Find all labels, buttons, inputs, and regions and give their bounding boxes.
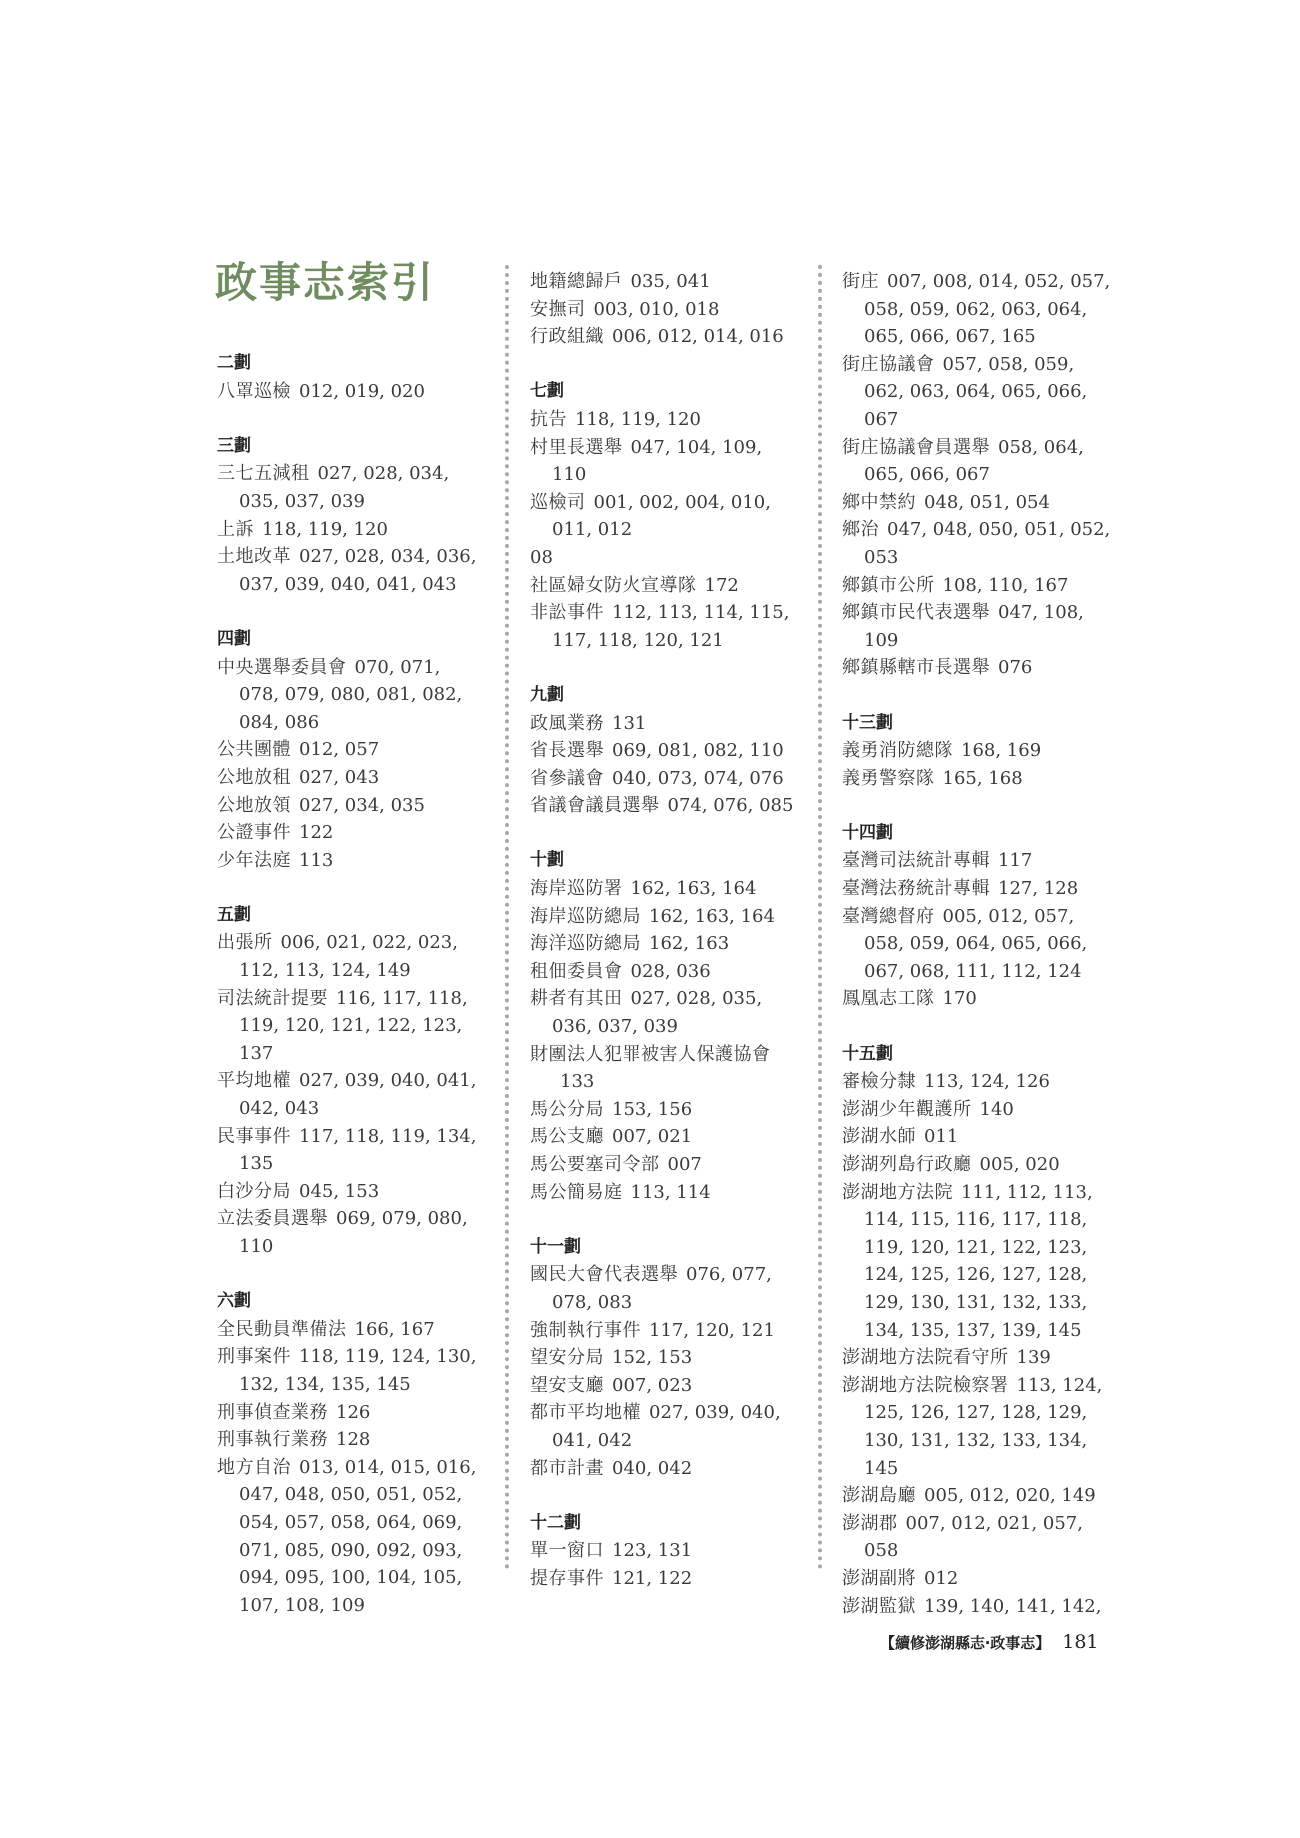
entry-pages: 074, 076, 085 (667, 795, 794, 817)
entry-term: 澎湖少年觀護所 (842, 1098, 972, 1120)
entry-term: 澎湖地方法院檢察署 (842, 1374, 1009, 1396)
entry-pages: 048, 051, 054 (924, 491, 1050, 513)
index-entry (842, 737, 1112, 765)
entry-pages: 126 (336, 1401, 371, 1423)
entry-term: 澎湖副將 (842, 1567, 916, 1589)
entry-term: 公地放租 (217, 766, 291, 788)
entry-pages: 005, 012, 020, 149 (924, 1485, 1096, 1507)
stroke-count-heading: 十四劃 (842, 822, 893, 843)
index-entry (842, 1096, 1112, 1124)
index-entry (530, 268, 800, 296)
index-entry (530, 1179, 800, 1207)
index-column-2 (530, 268, 800, 1620)
entry-pages: 027, 039, 040, 041, 042 (552, 1402, 781, 1451)
entry-pages: 027, 028, 035, 036, 037, 039 (552, 988, 763, 1038)
index-section (217, 350, 482, 405)
entry-pages: 170 (942, 988, 977, 1010)
index-entry (842, 516, 1112, 571)
stroke-count-heading: 十劃 (530, 850, 564, 871)
column-divider (505, 265, 509, 1570)
index-entry (530, 1537, 800, 1565)
entry-term: 澎湖郡 (842, 1512, 898, 1534)
index-entry (217, 847, 482, 875)
entry-term: 公地放領 (217, 794, 291, 816)
entry-pages: 162, 163 (649, 933, 730, 955)
entry-pages: 057, 058, 059, 062, 063, 064, 065, 066, 067 (864, 353, 1088, 430)
entry-term: 鄉鎮縣轄市長選舉 (842, 657, 990, 679)
stroke-count-heading: 十三劃 (842, 712, 893, 733)
entry-term: 望安分局 (530, 1347, 604, 1369)
entry-term: 國民大會代表選舉 (530, 1264, 678, 1286)
entry-pages: 133 (560, 1071, 595, 1093)
index-section (530, 682, 800, 820)
book-title: 【續修澎湖縣志‧政事志】 (880, 1634, 1051, 1652)
entry-term: 馬公支廳 (530, 1126, 604, 1148)
entry-term: 耕者有其田 (530, 988, 623, 1010)
index-section (530, 847, 800, 1206)
index-entry (842, 1593, 1112, 1621)
entry-term: 刑事偵查業務 (217, 1401, 328, 1423)
entry-term: 臺灣總督府 (842, 905, 935, 927)
entry-pages: 001, 002, 004, 010, 011, 012 (552, 491, 771, 541)
entry-pages: 005, 020 (979, 1154, 1060, 1175)
entry-term: 政風業務 (530, 712, 604, 734)
stroke-count-heading: 五劃 (217, 904, 251, 925)
index-entry (842, 434, 1112, 489)
entry-term: 少年法庭 (217, 849, 291, 871)
entry-term: 馬公要塞司令部 (530, 1154, 660, 1175)
index-entry (530, 792, 800, 820)
entry-pages: 127, 128 (998, 878, 1079, 900)
entry-pages: 116, 117, 118, 119, 120, 121, 122, 123, 137 (239, 987, 468, 1064)
entry-term: 村里長選舉 (530, 436, 623, 458)
entry-term: 社區婦女防火宣導隊 (530, 574, 697, 596)
stroke-count-heading: 七劃 (530, 381, 564, 402)
page-footer (880, 1631, 1099, 1653)
index-section (842, 820, 1112, 1013)
index-entry (217, 792, 482, 820)
entry-pages: 040, 073, 074, 076 (612, 767, 784, 789)
index-entry (217, 1205, 482, 1260)
entry-pages: 005, 012, 057, 058, 059, 064, 065, 066, 067, 068, 111, 112, 124 (864, 905, 1088, 982)
entry-pages: 069, 081, 082, 110 (612, 740, 784, 762)
entry-pages: 139 (1016, 1347, 1051, 1369)
entry-pages: 113, 114 (630, 1181, 711, 1203)
entry-term: 八罩巡檢 (217, 380, 291, 402)
entry-pages: 069, 079, 080, 110 (239, 1208, 468, 1257)
entry-term: 刑事案件 (217, 1346, 291, 1368)
index-section (217, 626, 482, 874)
entry-pages: 152, 153 (612, 1347, 693, 1369)
index-entry (530, 434, 800, 489)
index-entry (842, 875, 1112, 903)
index-entry (217, 460, 482, 515)
entry-term: 望安支廳 (530, 1374, 604, 1396)
index-entry (530, 1123, 800, 1151)
entry-term: 審檢分隸 (842, 1071, 916, 1093)
index-entry (530, 406, 800, 434)
entry-term: 民事事件 (217, 1125, 291, 1147)
entry-term: 強制執行事件 (530, 1319, 641, 1341)
entry-pages: 123, 131 (612, 1540, 693, 1562)
entry-pages: 117, 120, 121 (649, 1319, 775, 1341)
index-entry (842, 1123, 1112, 1151)
entry-term: 海洋巡防總局 (530, 933, 641, 955)
index-entry (530, 985, 800, 1040)
entry-term: 街庄協議會 (842, 353, 935, 375)
entry-pages: 035, 041 (630, 271, 711, 292)
entry-term: 上訴 (217, 518, 254, 540)
entry-term: 全民動員準備法 (217, 1318, 347, 1340)
index-entry (217, 654, 482, 737)
index-entry (530, 1096, 800, 1124)
entry-pages: 007, 012, 021, 057, 058 (864, 1512, 1083, 1562)
entry-term: 義勇警察隊 (842, 767, 935, 789)
entry-pages: 168, 169 (961, 740, 1042, 762)
entry-pages: 058, 064, 065, 066, 067 (864, 436, 1084, 486)
entry-term: 馬公簡易庭 (530, 1181, 623, 1203)
entry-term: 澎湖列島行政廳 (842, 1154, 972, 1175)
stroke-count-heading: 二劃 (217, 353, 251, 373)
entry-pages: 128 (336, 1429, 371, 1451)
index-entry (217, 378, 482, 406)
index-entry (842, 765, 1112, 793)
entry-term: 街庄 (842, 271, 879, 292)
index-entry (217, 1178, 482, 1206)
index-entry (530, 1372, 800, 1400)
entry-term: 街庄協議會員選舉 (842, 436, 990, 458)
entry-term: 鄉中禁約 (842, 491, 916, 513)
index-entry (530, 1455, 800, 1483)
entry-pages: 047, 108, 109 (864, 602, 1084, 651)
index-entry (842, 985, 1112, 1013)
page-title: 政事志索引 (215, 258, 436, 307)
index-entry (217, 543, 482, 598)
entry-pages: 131 (612, 712, 647, 734)
entry-pages: 113, 124, 126 (924, 1071, 1050, 1093)
entry-pages: 118, 119, 120 (262, 518, 388, 540)
entry-term: 司法統計提要 (217, 987, 328, 1009)
index-entry (842, 1565, 1112, 1593)
entry-term: 白沙分局 (217, 1180, 291, 1202)
entry-pages: 108, 110, 167 (942, 574, 1069, 596)
index-entry (217, 819, 482, 847)
entry-term: 省參議會 (530, 767, 604, 789)
entry-pages: 040, 042 (612, 1457, 693, 1479)
entry-pages: 162, 163, 164 (649, 905, 775, 927)
entry-term: 臺灣法務統計專輯 (842, 878, 990, 900)
index-entry (842, 1510, 1112, 1565)
index-entry (530, 599, 800, 654)
index-entry (842, 1482, 1112, 1510)
entry-pages: 166, 167 (354, 1318, 435, 1340)
entry-term: 都市平均地權 (530, 1402, 641, 1424)
entry-pages: 003, 010, 018 (593, 298, 720, 320)
entry-term: 租佃委員會 (530, 960, 623, 982)
index-entry (530, 572, 800, 600)
index-entry (217, 1454, 482, 1620)
entry-term: 海岸巡防總局 (530, 905, 641, 927)
entry-term: 巡檢司 (530, 491, 586, 513)
index-section (530, 1510, 800, 1593)
index-entry (842, 572, 1112, 600)
stroke-count-heading: 九劃 (530, 684, 564, 705)
index-entry (530, 1344, 800, 1372)
entry-pages: 076 (998, 657, 1033, 679)
entry-term: 提存事件 (530, 1567, 604, 1589)
page-number: 181 (1062, 1631, 1099, 1653)
index-entry (217, 1399, 482, 1427)
entry-pages: 076, 077, 078, 083 (552, 1264, 772, 1313)
index-entry (530, 875, 800, 903)
index-section (530, 268, 800, 351)
index-entry (217, 1123, 482, 1178)
index-section (842, 268, 1112, 682)
entry-term: 澎湖監獄 (842, 1595, 916, 1617)
entry-term: 馬公分局 (530, 1098, 604, 1120)
index-entry (217, 1426, 482, 1454)
stroke-count-heading: 四劃 (217, 628, 251, 649)
entry-term: 澎湖水師 (842, 1126, 916, 1148)
entry-term: 出張所 (217, 932, 273, 954)
index-column-1 (217, 350, 482, 1647)
entry-pages: 122 (299, 822, 334, 844)
entry-term: 臺灣司法統計專輯 (842, 850, 990, 872)
entry-term: 省議會議員選舉 (530, 795, 660, 817)
entry-term: 鄉鎮市民代表選舉 (842, 602, 990, 624)
entry-pages: 047, 104, 109, 110 (552, 436, 763, 486)
entry-pages: 011 (924, 1126, 959, 1148)
entry-term: 鄉治 (842, 519, 879, 541)
entry-pages: 111, 112, 113, 114, 115, 116, 117, 118, 119, 120, 121, 122, 123, 124, 125, 126, 127, 128, 129, 130, 131, 132, 133, 134, 135, 137, 139, 145 (864, 1181, 1093, 1341)
entry-term: 平均地權 (217, 1070, 291, 1092)
index-entry (842, 1179, 1112, 1345)
index-entry (842, 599, 1112, 654)
index-entry (530, 903, 800, 931)
index-entry (217, 1067, 482, 1122)
index-section (217, 433, 482, 599)
index-entry (530, 1151, 800, 1179)
index-section (842, 710, 1112, 793)
entry-pages: 006, 021, 022, 023, 112, 113, 124, 149 (239, 932, 458, 982)
entry-term: 澎湖地方法院看守所 (842, 1347, 1009, 1369)
entry-term: 澎湖島廳 (842, 1485, 916, 1507)
index-entry (217, 1316, 482, 1344)
index-entry (842, 1372, 1112, 1482)
index-entry (530, 489, 800, 544)
entry-term: 非訟事件 (530, 602, 604, 624)
index-entry (842, 1344, 1112, 1372)
entry-term: 中央選舉委員會 (217, 656, 347, 678)
index-entry (217, 1343, 482, 1398)
entry-pages: 007, 021 (612, 1126, 693, 1148)
entry-term: 公共團體 (217, 739, 291, 761)
index-entry (530, 1399, 800, 1454)
entry-pages: 027, 043 (299, 766, 380, 788)
entry-pages: 118, 119, 120 (575, 408, 701, 430)
index-column-3 (842, 268, 1112, 1648)
entry-pages: 113, 124, 125, 126, 127, 128, 129, 130, 131, 132, 133, 134, 145 (864, 1374, 1103, 1479)
index-entry (842, 268, 1112, 351)
entry-pages: 140 (979, 1098, 1014, 1120)
entry-pages: 012, 019, 020 (299, 380, 425, 402)
index-section (530, 1234, 800, 1482)
entry-term: 抗告 (530, 408, 567, 430)
entry-term: 安撫司 (530, 298, 586, 320)
index-section (842, 1041, 1112, 1620)
index-entry (530, 323, 800, 351)
entry-term: 財團法人犯罪被害人保護協會 (530, 1043, 771, 1065)
entry-term: 鄉鎮市公所 (842, 574, 935, 596)
stroke-count-heading: 十二劃 (530, 1512, 581, 1533)
entry-term: 省長選舉 (530, 740, 604, 762)
index-entry (530, 1565, 800, 1593)
entry-pages: 012, 057 (299, 739, 380, 761)
index-entry (530, 544, 800, 572)
index-entry (530, 1041, 800, 1096)
index-section (530, 378, 800, 654)
entry-term: 立法委員選舉 (217, 1208, 328, 1230)
entry-pages: 153, 156 (612, 1098, 693, 1120)
entry-pages: 007, 008, 014, 052, 057, 058, 059, 062, 063, 064, 065, 066, 067, 165 (864, 271, 1111, 348)
index-entry (530, 1261, 800, 1316)
entry-term: 土地改革 (217, 546, 291, 568)
entry-pages: 117, 118, 119, 134, 135 (239, 1125, 477, 1175)
entry-term: 三七五減租 (217, 463, 310, 485)
entry-term: 澎湖地方法院 (842, 1181, 953, 1203)
entry-pages: 139, 140, 141, 142, (924, 1595, 1102, 1617)
index-entry (842, 351, 1112, 434)
index-entry (530, 710, 800, 738)
entry-term: 地方自治 (217, 1456, 291, 1478)
entry-term: 鳳凰志工隊 (842, 988, 935, 1010)
index-entry (530, 1317, 800, 1345)
entry-pages: 08 (530, 546, 553, 568)
entry-pages: 121, 122 (612, 1567, 693, 1589)
entry-term: 都市計畫 (530, 1457, 604, 1479)
column-divider (818, 265, 822, 1570)
index-entry (217, 985, 482, 1068)
index-entry (530, 765, 800, 793)
index-section (217, 1288, 482, 1619)
entry-pages: 117 (998, 850, 1033, 872)
entry-pages: 027, 039, 040, 041, 042, 043 (239, 1070, 477, 1120)
index-entry (842, 1068, 1112, 1096)
stroke-count-heading: 十一劃 (530, 1236, 581, 1257)
entry-pages: 112, 113, 114, 115, 117, 118, 120, 121 (552, 602, 790, 651)
index-entry (842, 1151, 1112, 1179)
index-entry (217, 929, 482, 984)
index-entry (217, 516, 482, 544)
entry-term: 公證事件 (217, 822, 291, 844)
entry-term: 海岸巡防署 (530, 878, 623, 900)
entry-term: 義勇消防總隊 (842, 740, 953, 762)
index-entry (842, 489, 1112, 517)
entry-pages: 013, 014, 015, 016, 047, 048, 050, 051, 052, 054, 057, 058, 064, 069, 071, 085, 090, 092, 093, 094, 095, 100, 104, 105, 107, 108, 109 (239, 1456, 477, 1616)
entry-pages: 045, 153 (299, 1180, 380, 1202)
index-entry (842, 903, 1112, 986)
entry-pages: 047, 048, 050, 051, 052, 053 (864, 519, 1111, 568)
entry-pages: 118, 119, 124, 130, 132, 134, 135, 145 (239, 1346, 477, 1395)
index-entry (530, 296, 800, 324)
index-entry (842, 654, 1112, 682)
entry-pages: 006, 012, 014, 016 (612, 326, 784, 348)
index-section (217, 902, 482, 1261)
entry-pages: 027, 028, 034, 035, 037, 039 (239, 463, 450, 512)
entry-term: 單一窗口 (530, 1540, 604, 1562)
entry-pages: 007 (667, 1154, 702, 1175)
entry-term: 行政組織 (530, 326, 604, 348)
entry-term: 刑事執行業務 (217, 1429, 328, 1451)
index-entry (530, 737, 800, 765)
entry-pages: 027, 028, 034, 036, 037, 039, 040, 041, 043 (239, 546, 477, 595)
entry-pages: 028, 036 (630, 960, 711, 982)
entry-pages: 070, 071, 078, 079, 080, 081, 082, 084, 086 (239, 656, 463, 733)
entry-pages: 007, 023 (612, 1374, 693, 1396)
index-entry (217, 736, 482, 764)
entry-term: 地籍總歸戶 (530, 271, 623, 292)
entry-pages: 113 (299, 849, 334, 871)
stroke-count-heading: 六劃 (217, 1291, 251, 1312)
index-entry (217, 764, 482, 792)
index-entry (842, 847, 1112, 875)
entry-pages: 172 (704, 574, 739, 596)
index-entry (530, 958, 800, 986)
entry-pages: 162, 163, 164 (630, 878, 757, 900)
entry-pages: 012 (924, 1567, 959, 1589)
entry-pages: 165, 168 (942, 767, 1023, 789)
stroke-count-heading: 三劃 (217, 435, 251, 456)
index-entry (530, 930, 800, 958)
entry-pages: 027, 034, 035 (299, 794, 425, 816)
stroke-count-heading: 十五劃 (842, 1043, 893, 1064)
